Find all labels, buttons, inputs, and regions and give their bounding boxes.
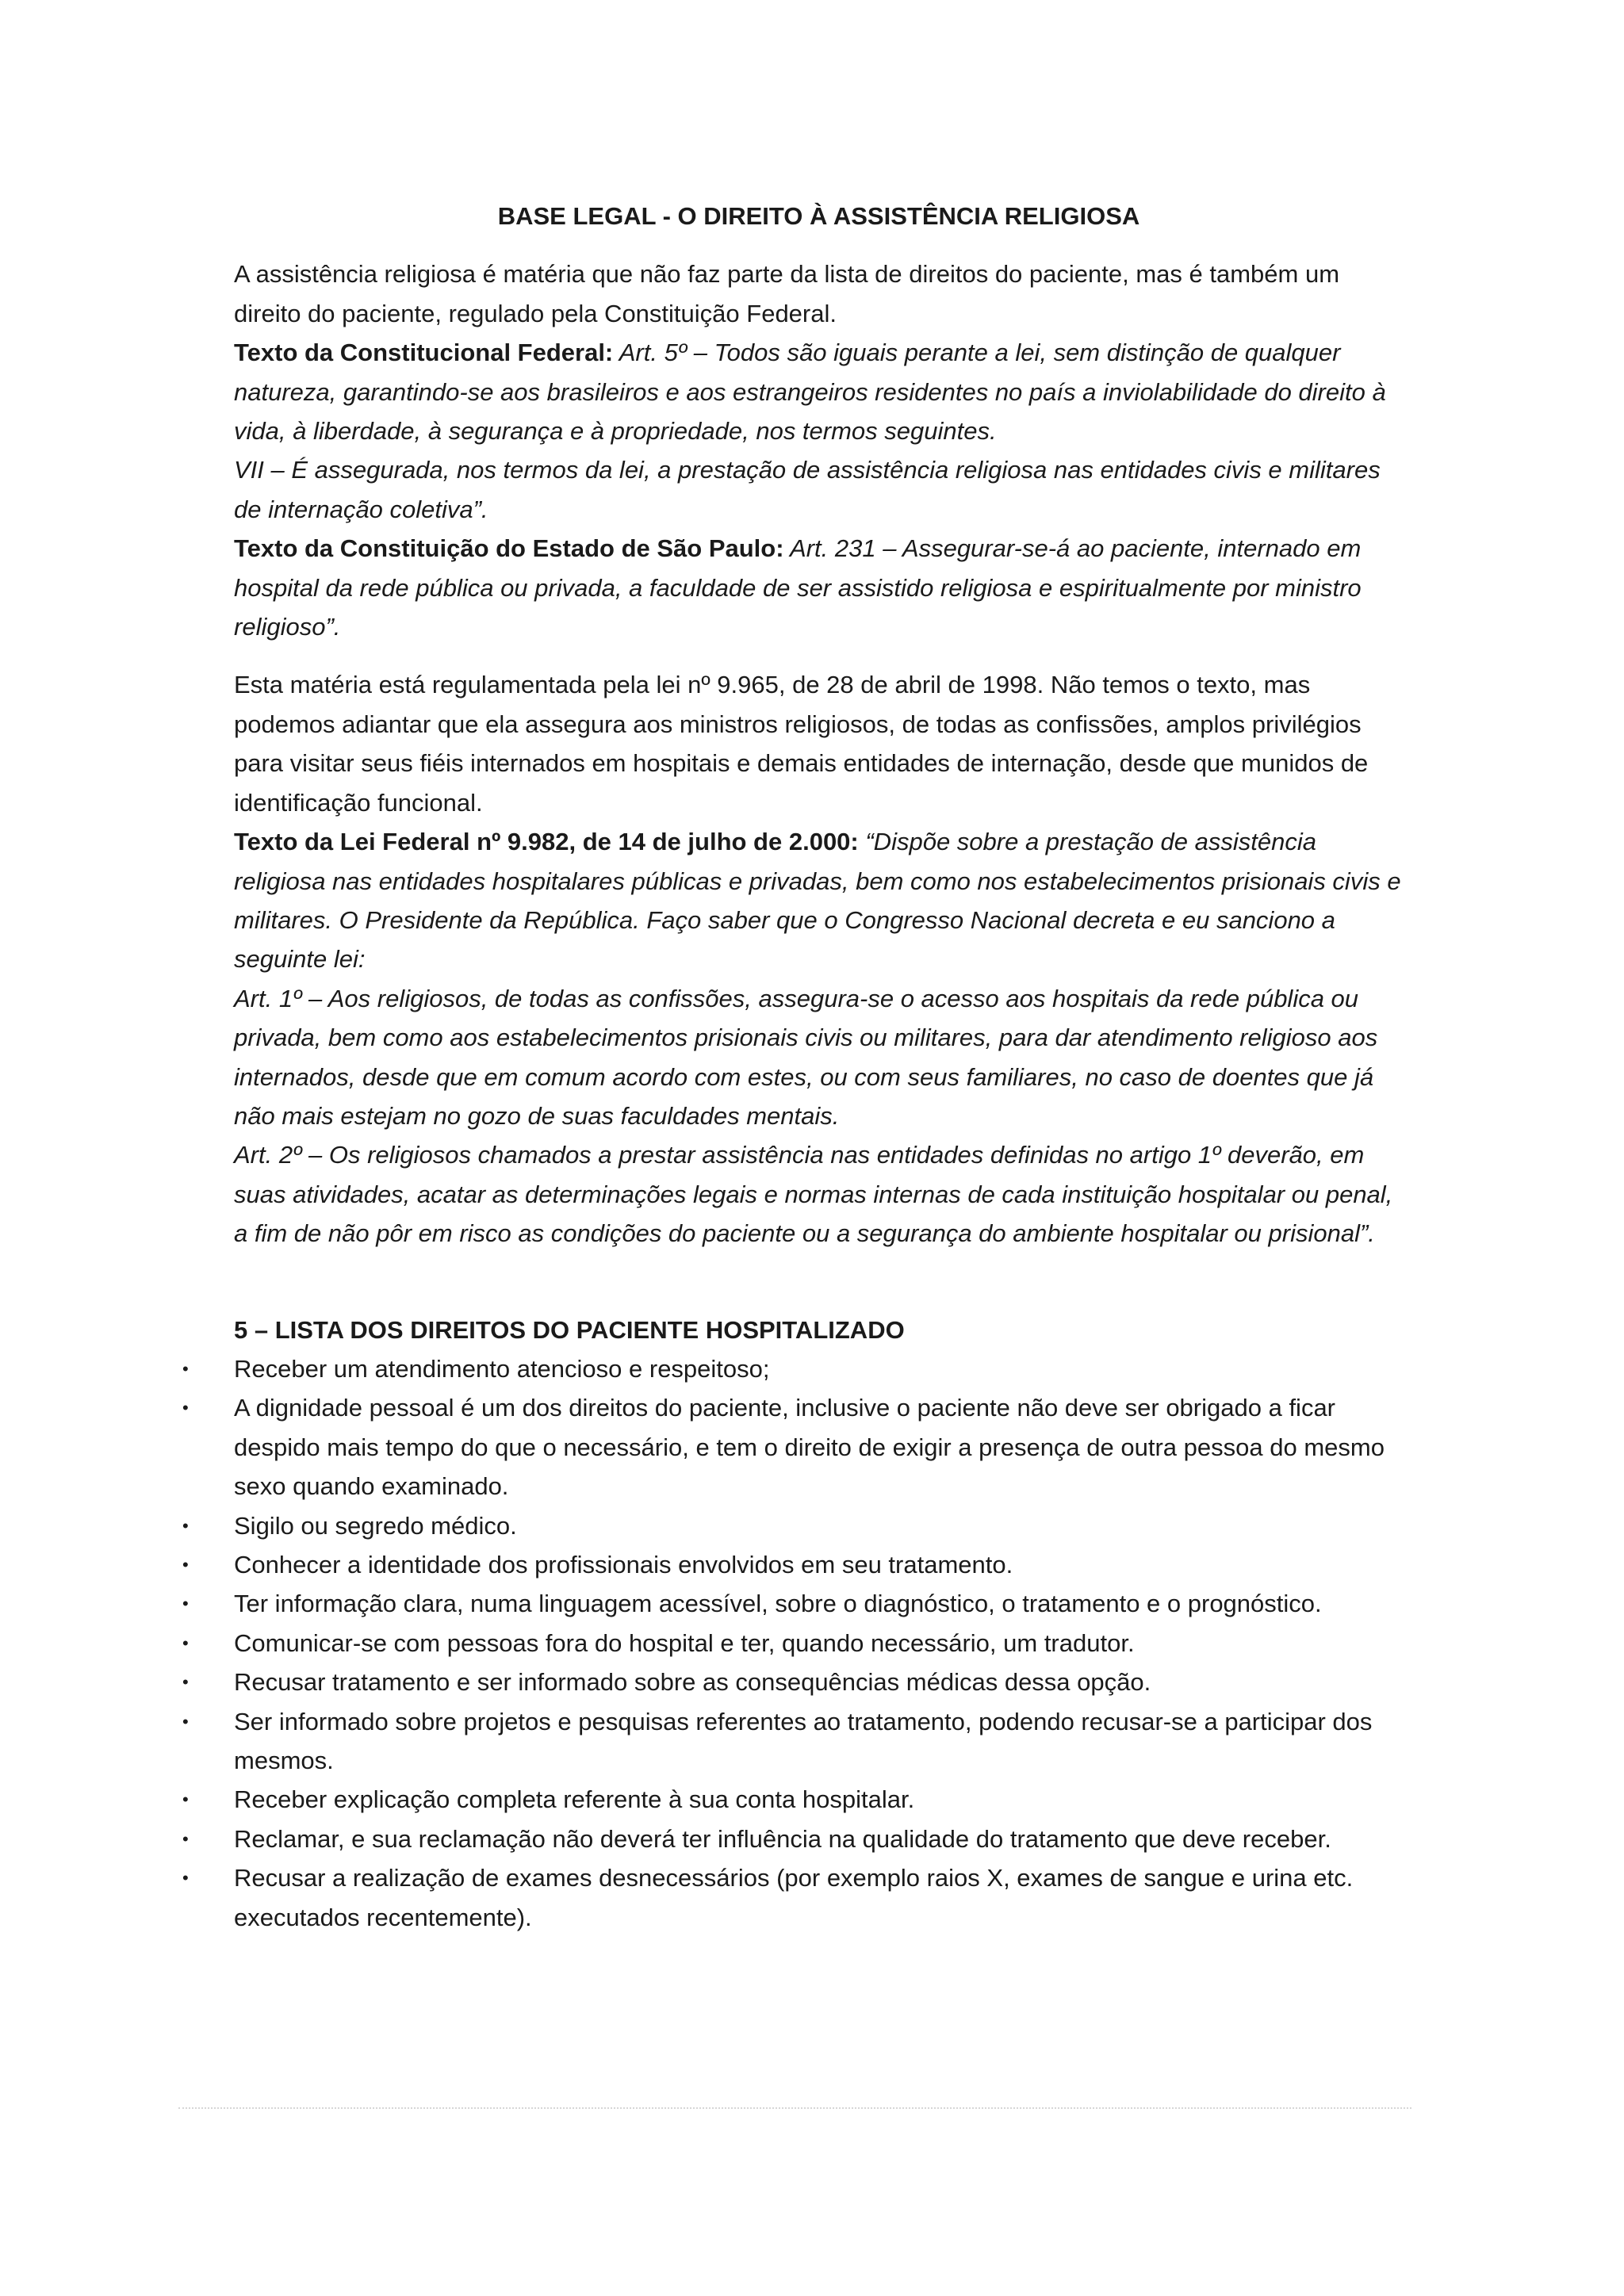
list-item-text: Conhecer a identidade dos profissionais envolvidos em seu tratamento.: [234, 1551, 1013, 1578]
patient-rights-list: [182, 1349, 1404, 1937]
sp-constitution-label: Texto da Constituição do Estado de São Paulo:: [234, 534, 784, 563]
page-title: BASE LEGAL - O DIREITO À ASSISTÊNCIA RELIGIOSA: [497, 202, 1140, 230]
intro-paragraph: A assistência religiosa é matéria que não faz parte da lista de direitos do paciente, mas é também um direito do paciente, regulado pela Constituição Federal.: [234, 260, 1340, 327]
list-item: [182, 1820, 1404, 1858]
sp-constitution-text: Art. 231 – Assegurar-se-á ao paciente, internado em hospital da rede pública ou privada, a faculdade de ser assistido religiosa e espiritualmente por ministro religioso”.: [234, 534, 1362, 641]
document-body: [182, 197, 1404, 1937]
federal-law-text: “Dispõe sobre a prestação de assistência religiosa nas entidades hospitalares públicas e privadas, bem como nos estabelecimentos prisionais civis e militares. O Presidente da República. Faço saber que o Congresso Nacional decreta e eu sanciono a seguinte lei:: [234, 828, 1401, 974]
list-item: [182, 1780, 1404, 1819]
bullet-icon: •: [182, 1555, 189, 1575]
bullet-icon: •: [182, 1789, 189, 1810]
list-item-text: Ter informação clara, numa linguagem acessível, sobre o diagnóstico, o tratamento e o prognóstico.: [234, 1590, 1322, 1618]
list-item: [182, 1349, 1404, 1388]
bullet-icon: •: [182, 1358, 189, 1379]
list-item-text: Ser informado sobre projetos e pesquisas referentes ao tratamento, podendo recusar-se a participar dos mesmos.: [234, 1707, 1373, 1775]
federal-constitution-label: Texto da Constitucional Federal:: [234, 339, 614, 367]
list-item-text: Receber explicação completa referente à sua conta hospitalar.: [234, 1785, 915, 1814]
federal-law-label: Texto da Lei Federal nº 9.982, de 14 de julho de 2.000:: [234, 828, 859, 856]
spacer: [234, 1253, 1404, 1311]
list-item-text: Recusar tratamento e ser informado sobre as consequências médicas dessa opção.: [234, 1668, 1151, 1697]
list-item: [182, 1584, 1404, 1623]
sp-constitution-paragraph: [234, 529, 1404, 646]
bullet-icon: •: [182, 1672, 189, 1693]
bullet-icon: •: [182, 1594, 189, 1614]
list-item: [182, 1545, 1404, 1584]
list-item: [182, 1624, 1404, 1663]
list-item: [182, 1663, 1404, 1701]
federal-law-paragraph: [234, 822, 1404, 979]
bullet-icon: •: [182, 1711, 189, 1732]
list-item-text: Recusar a realização de exames desnecessários (por exemplo raios X, exames de sangue e urina etc. executados recentemente).: [234, 1864, 1354, 1931]
spacer: [234, 646, 1404, 665]
regulation-paragraph: Esta matéria está regulamentada pela lei nº 9.965, de 28 de abril de 1998. Não temos o texto, mas podemos adiantar que ela assegura aos ministros religiosos, de todas as confissões, amplos privilégios para visitar seus fiéis internados em hospitais e demais entidades de internação, desde que munidos de identificação funcional.: [234, 671, 1369, 817]
list-item-text: Sigilo ou segredo médico.: [234, 1511, 517, 1540]
list-item-text: A dignidade pessoal é um dos direitos do paciente, inclusive o paciente não deve ser obrigado a ficar despido mais tempo do que o necessário, e tem o direito de exigir a presença de outra pessoa do mesmo sexo quando examinado.: [234, 1394, 1385, 1501]
federal-constitution-item-vii: VII – É assegurada, nos termos da lei, a prestação de assistência religiosa nas entidades civis e militares de internação coletiva”.: [234, 456, 1381, 523]
federal-law-article-1: Art. 1º – Aos religiosos, de todas as confissões, assegura-se o acesso aos hospitais da rede pública ou privada, bem como aos estabelecimentos prisionais civis ou militares, para dar atendimento religioso aos internados, desde que em comum acordo com estes, ou com seus familiares, no caso de doentes que já não mais estejam no gozo de suas faculdades mentais.: [234, 984, 1378, 1130]
federal-constitution-text: Art. 5º – Todos são iguais perante a lei, sem distinção de qualquer natureza, garantindo-se aos brasileiros e aos estrangeiros residentes no país a inviolabilidade do direito à vida, à liberdade, à segurança e à propriedade, nos termos seguintes.: [234, 339, 1386, 446]
list-item-text: Comunicar-se com pessoas fora do hospital e ter, quando necessário, um tradutor.: [234, 1628, 1135, 1657]
page-divider: [178, 2107, 1411, 2109]
list-item: [182, 1858, 1404, 1937]
bullet-icon: •: [182, 1868, 189, 1888]
list-item: [182, 1388, 1404, 1506]
list-item: [182, 1702, 1404, 1781]
list-item-text: Receber um atendimento atencioso e respeitoso;: [234, 1354, 770, 1383]
federal-constitution-paragraph: [234, 333, 1404, 450]
bullet-icon: •: [182, 1828, 189, 1849]
bullet-icon: •: [182, 1632, 189, 1653]
federal-law-article-2: Art. 2º – Os religiosos chamados a prestar assistência nas entidades definidas no artigo 1º deverão, em suas atividades, acatar as determinações legais e normas internas de cada instituição hospitalar ou penal, a fim de não pôr em risco as condições do paciente ou a segurança do ambiente hospitalar ou prisional”.: [234, 1141, 1393, 1248]
bullet-icon: •: [182, 1515, 189, 1536]
section-5-heading: 5 – LISTA DOS DIREITOS DO PACIENTE HOSPITALIZADO: [234, 1315, 905, 1344]
bullet-icon: •: [182, 1398, 189, 1418]
list-item-text: Reclamar, e sua reclamação não deverá ter influência na qualidade do tratamento que deve receber.: [234, 1824, 1331, 1853]
list-item: [182, 1506, 1404, 1545]
